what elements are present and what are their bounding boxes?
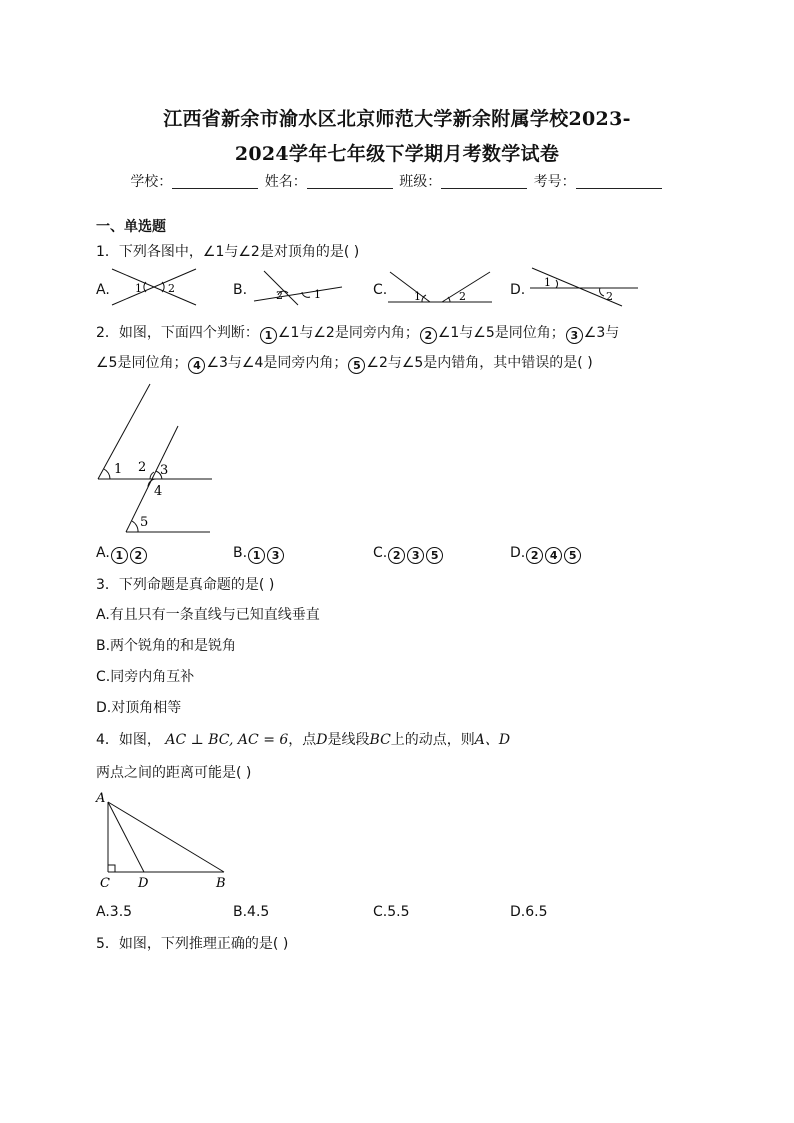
q3-option-c[interactable]: C.同旁内角互补	[96, 669, 195, 685]
school-label: 学校：	[130, 174, 173, 190]
q1d-angle1-label: 1	[544, 276, 551, 289]
circled-number: 1	[111, 547, 128, 564]
q4-math-condition: AC ⊥ BC, AC = 6	[165, 732, 289, 748]
q4-point-d: D	[316, 732, 328, 748]
q2-judgment-2: ∠1与∠5是同位角；	[437, 325, 565, 341]
circled-number: 3	[407, 547, 424, 564]
q2-judgment-3a: ∠3与	[583, 325, 620, 341]
q2-judgment-3b: ∠5是同位角；	[96, 355, 188, 371]
q2-judgment-4: ∠3与∠4是同旁内角；	[206, 355, 348, 371]
q4-label-d: D	[138, 876, 149, 891]
q4-option-a[interactable]: A.3.5	[96, 904, 133, 920]
q2-angle3-label: 3	[160, 463, 169, 478]
q2-angle4-label: 4	[154, 484, 163, 499]
q1-figure-b	[250, 267, 350, 309]
school-blank[interactable]	[172, 174, 258, 189]
q5-stem: 5．如图，下列推理正确的是( )	[96, 936, 289, 952]
circled-number: 2	[526, 547, 543, 564]
circled-number: 3	[267, 547, 284, 564]
q2-angle1-label: 1	[114, 462, 123, 477]
q4-label-a: A	[96, 791, 106, 806]
q2-stem-line1	[96, 322, 619, 344]
circled-number: 1	[248, 547, 265, 564]
q2-option-b[interactable]	[233, 545, 285, 564]
q1b-angle1-label: 1	[314, 288, 321, 301]
exam-title-line2: 2024学年七年级下学期月考数学试卷	[234, 143, 560, 165]
class-blank[interactable]	[441, 174, 527, 189]
q4-stem-intro: 4．如图，	[96, 732, 161, 748]
q4-stem-line1	[96, 729, 510, 749]
q1-option-d-label[interactable]: D.	[510, 282, 526, 298]
section-heading-single-choice: 一、单选题	[96, 219, 166, 235]
q2-figure	[94, 380, 219, 538]
circled-number: 3	[566, 327, 583, 344]
circled-number: 1	[260, 327, 277, 344]
q4-option-d[interactable]: D.6.5	[510, 904, 548, 920]
q4-label-b: B	[216, 876, 226, 891]
circled-number: 2	[420, 327, 437, 344]
q1-option-c-label[interactable]: C.	[373, 282, 388, 298]
exam-title-line1: 江西省新余市渝水区北京师范大学新余附属学校2023-	[163, 108, 631, 130]
circled-number: 5	[426, 547, 443, 564]
exam-no-blank[interactable]	[576, 174, 662, 189]
q2-option-b-label: B.	[233, 545, 248, 561]
q1-option-b-label[interactable]: B.	[233, 282, 248, 298]
q4-stem-part: 上的动点，则	[390, 732, 475, 748]
q3-stem: 3．下列命题是真命题的是( )	[96, 577, 275, 593]
q3-option-d[interactable]: D.对顶角相等	[96, 700, 182, 716]
q1b-angle2-label: 2	[276, 289, 283, 302]
q1a-angle1-label: 1	[135, 282, 142, 295]
circled-number: 5	[564, 547, 581, 564]
circled-number: 2	[130, 547, 147, 564]
q3-option-a[interactable]: A.有且只有一条直线与已知直线垂直	[96, 607, 320, 623]
q2-option-d-label: D.	[510, 545, 526, 561]
circled-number: 4	[188, 357, 205, 374]
circled-number: 4	[545, 547, 562, 564]
q2-judgment-5: ∠2与∠5是内错角，其中错误的是( )	[366, 355, 593, 371]
q1-figure-c	[386, 268, 496, 306]
q2-angle5-label: 5	[140, 515, 149, 530]
q2-angle2-label: 2	[138, 460, 147, 475]
q4-label-c: C	[100, 876, 110, 891]
q2-option-d[interactable]	[510, 545, 582, 564]
q4-option-c[interactable]: C.5.5	[373, 904, 410, 920]
q2-option-a[interactable]	[96, 545, 148, 564]
name-label: 姓名：	[264, 174, 307, 190]
q4-stem-line2: 两点之间的距离可能是( )	[96, 765, 252, 781]
exam-no-label: 考号：	[533, 174, 576, 190]
circled-number: 2	[388, 547, 405, 564]
class-label: 班级：	[399, 174, 442, 190]
name-blank[interactable]	[307, 174, 393, 189]
q2-option-a-label: A.	[96, 545, 110, 561]
q2-judgment-1: ∠1与∠2是同旁内角；	[277, 325, 419, 341]
q1-option-a-label[interactable]: A.	[96, 282, 110, 298]
q2-option-c-label: C.	[373, 545, 388, 561]
q2-option-c[interactable]	[373, 545, 444, 564]
student-info-fields	[0, 171, 794, 191]
q1a-angle2-label: 2	[168, 282, 175, 295]
q4-stem-part: 是线段	[327, 732, 370, 748]
q4-figure	[94, 788, 234, 892]
q1c-angle1-label: 1	[414, 290, 421, 303]
q2-stem-intro: 2．如图，下面四个判断：	[96, 325, 259, 341]
q4-stem-part: ，点	[288, 732, 317, 748]
q4-option-b[interactable]: B.4.5	[233, 904, 270, 920]
q4-points-ad: A、D	[474, 732, 511, 748]
q1-stem: 1．下列各图中，∠1与∠2是对顶角的是( )	[96, 244, 360, 260]
q4-segment-bc: BC	[369, 732, 391, 748]
q1c-angle2-label: 2	[459, 290, 466, 303]
q3-option-b[interactable]: B.两个锐角的和是锐角	[96, 638, 237, 654]
circled-number: 5	[348, 357, 365, 374]
q2-stem-line2	[96, 352, 593, 374]
q1d-angle2-label: 2	[606, 290, 613, 303]
q1-figure-a	[110, 265, 200, 309]
q1-figure-d	[526, 266, 641, 308]
